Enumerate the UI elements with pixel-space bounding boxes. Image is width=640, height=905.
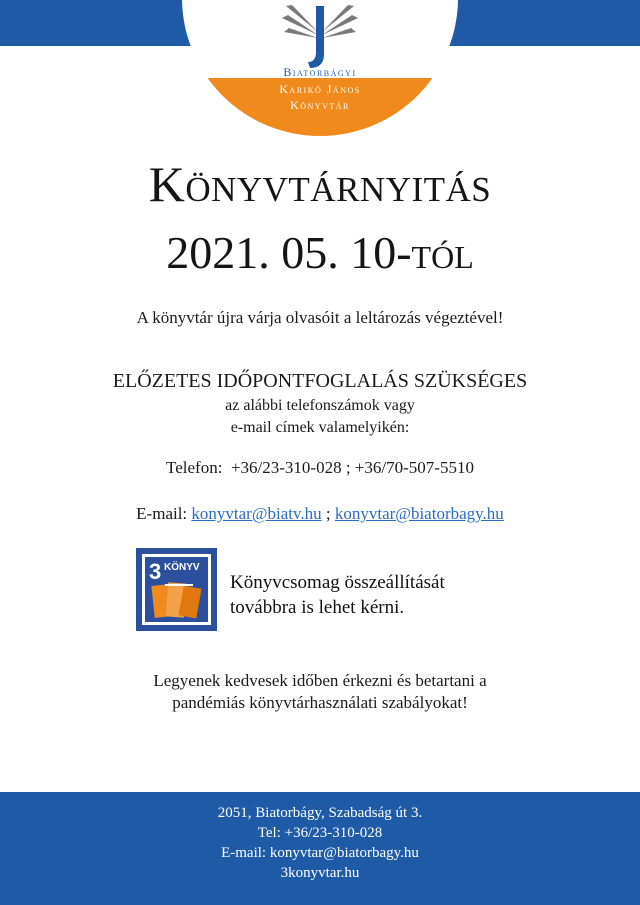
bundle-line-2: továbbra is lehet kérni.	[230, 597, 405, 618]
opening-date: 2021. 05. 10-tól	[166, 227, 474, 278]
subtitle: A könyvtár újra várja olvasóit a leltározás végeztével!	[136, 308, 504, 327]
footer-email: E-mail: konyvtar@biatorbagy.hu	[221, 845, 419, 861]
email-link-biatorbagy[interactable]: konyvtar@biatorbagy.hu	[334, 504, 504, 523]
footer-website: 3konyvtar.hu	[280, 865, 360, 881]
booking-heading: ELŐZETES IDŐPONTFOGLALÁS SZÜKSÉGES	[112, 370, 528, 392]
page-title: Könyvtárnyitás	[148, 156, 492, 212]
footer-address: 2051, Biatorbágy, Szabadság út 3.	[217, 805, 423, 821]
book-wings-logo-icon	[278, 2, 362, 74]
books-icon	[151, 579, 203, 621]
phone-line	[0, 457, 640, 479]
email-link-biatv[interactable]: konyvtar@biatv.hu	[191, 504, 322, 523]
library-logo	[182, 0, 458, 136]
closing-line-2: pandémiás könyvtárhasználati szabályokat!	[172, 693, 468, 712]
phone-numbers: +36/23-310-028 ; +36/70-507-5510	[230, 458, 474, 477]
closing-line-1: Legyenek kedvesek időben érkezni és betartani a	[153, 671, 487, 690]
phone-label: Telefon:	[166, 458, 223, 477]
footer	[0, 792, 640, 905]
logo-text-name: Karikó János	[279, 82, 361, 96]
email-line	[0, 503, 640, 525]
bundle-line-1: Könyvcsomag összeállítását	[230, 572, 445, 593]
booking-line-2: e-mail címek valamelyikén:	[230, 419, 410, 436]
service-icon-number: 3	[149, 559, 162, 584]
service-icon-label: KÖNYV	[164, 562, 200, 573]
email-label: E-mail:	[136, 504, 188, 523]
logo-text-library: Könyvtár	[290, 98, 350, 112]
email-separator: ;	[325, 504, 331, 523]
logo-text-town: Biatorbágyi	[283, 65, 357, 79]
footer-phone: Tel: +36/23-310-028	[257, 825, 383, 841]
booking-line-1: az alábbi telefonszámok vagy	[225, 397, 415, 414]
three-book-service-icon	[136, 548, 217, 631]
book-bundle-notice	[230, 570, 550, 620]
